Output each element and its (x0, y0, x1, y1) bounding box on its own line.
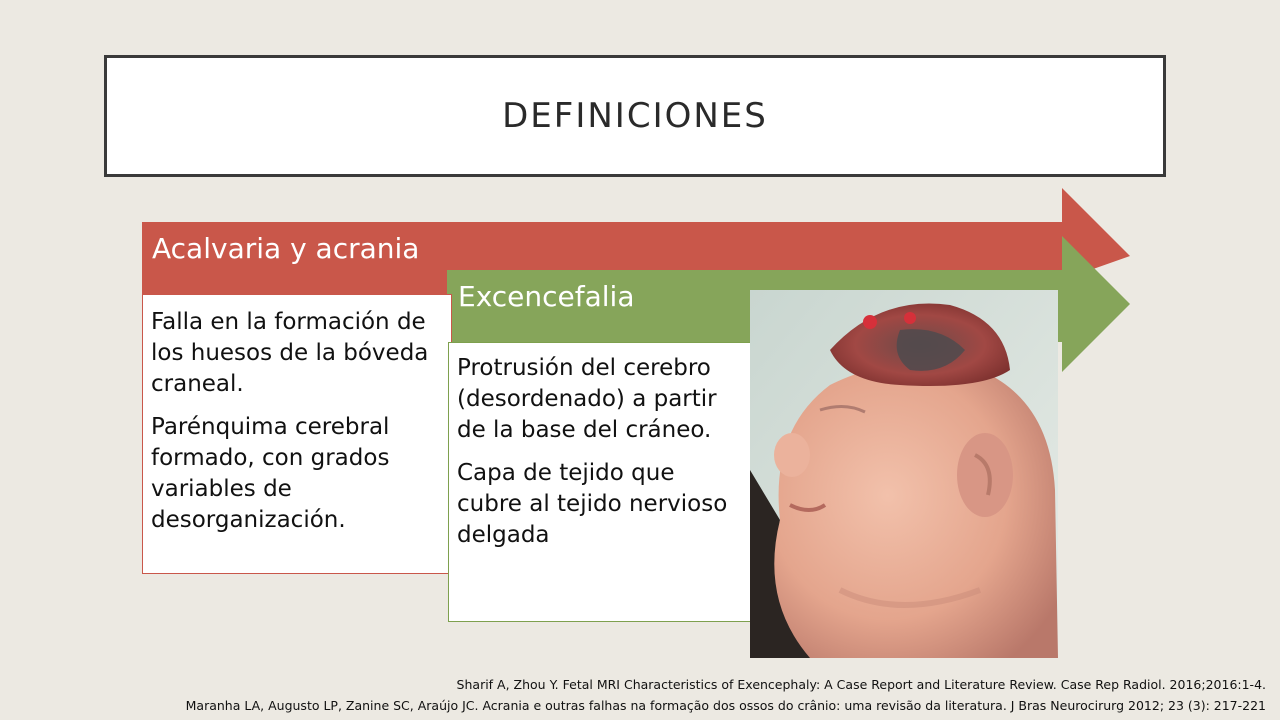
page-title: DEFINICIONES (502, 96, 768, 136)
clinical-photo (750, 290, 1058, 658)
definition-text: Parénquima cerebral formado, con grados variables de desorganización. (151, 414, 390, 533)
excencefalia-definition-box (448, 342, 752, 622)
reference-line: Sharif A, Zhou Y. Fetal MRI Characteristics of Exencephaly: A Case Report and Literature Review. Case Rep Radiol. 2016;2016:1-4. (456, 677, 1266, 692)
arrow-label-excencefalia: Excencefalia (458, 280, 635, 313)
acalvaria-definition-box (142, 294, 452, 574)
definition-text: Falla en la formación de los huesos de la bóveda craneal. (151, 309, 429, 397)
reference-line: Maranha LA, Augusto LP, Zanine SC, Araújo JC. Acrania e outras falhas na formação dos ossos do crânio: uma revisão da literatura. J Bras Neurocirurg 2012; 23 (3): 217-221 (185, 698, 1266, 713)
definition-text: Capa de tejido que cubre al tejido nervioso delgada (457, 460, 728, 548)
definition-text: Protrusión del cerebro (desordenado) a partir de la base del cráneo. (457, 355, 717, 443)
arrow-label-acalvaria: Acalvaria y acrania (152, 232, 420, 265)
references (186, 674, 1266, 716)
